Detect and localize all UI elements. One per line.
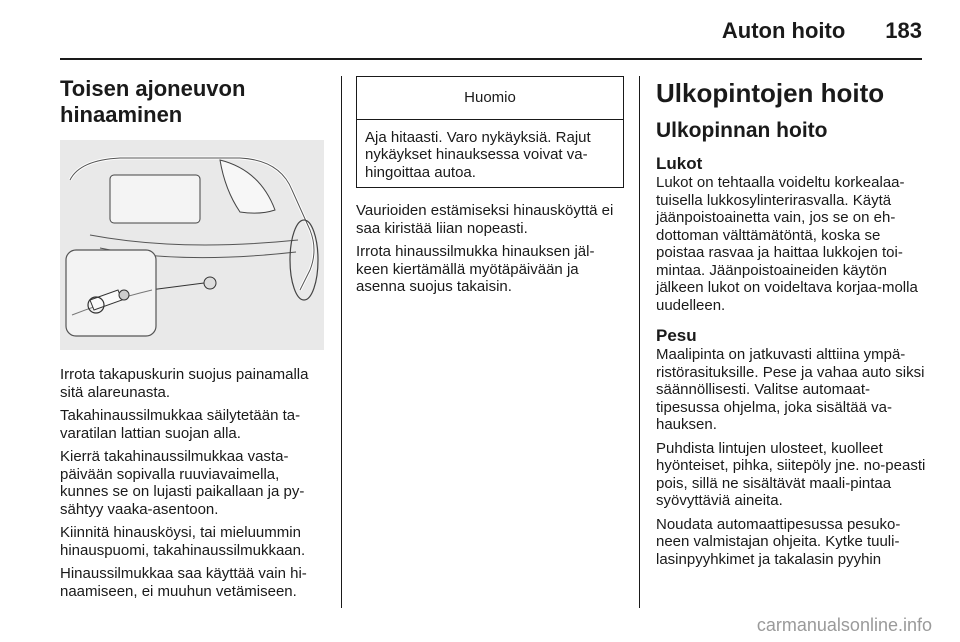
heading-wash: Pesu [656, 326, 697, 345]
paragraph: Takahinaussilmukkaa säilytetään ta-varatilan lattian suojan alla. [60, 407, 301, 442]
section-heading-towing: Toisen ajoneuvon hinaaminen [60, 76, 246, 127]
watermark: carmanualsonline.info [756, 615, 932, 635]
column-2 [356, 76, 624, 302]
bumper-illustration-icon [60, 140, 324, 350]
tow-eye-illustration [60, 140, 324, 350]
notice-body: Aja hitaasti. Varo nykäyksiä. Rajut nykäykset hinauksessa voivat va-hingoittaa autoa. [365, 128, 591, 181]
header-rule [60, 58, 922, 60]
notice-title: Huomio [357, 77, 623, 120]
page-header [722, 18, 922, 54]
subsection-title: Ulkopinnan hoito [656, 119, 828, 142]
paragraph: Kiinnitä hinausköysi, tai mieluummin hinauspuomi, takahinaussilmukkaan. [60, 524, 306, 559]
column-1 [60, 76, 328, 606]
paragraph: Lukot on tehtaalla voideltu korkealaa-tuisella lukkosylinterirasvalla. Käytä jäänpoistoainetta vain, jos se on eh-dottoman välttämätöntä, koska se poistaa rasvaa ja haittaa lukkojen toi-mintaa. Jäänpoistoaineiden käytön jälkeen lukot on voideltava korjaa-molla uudelleen. [656, 174, 918, 314]
paragraph: Vaurioiden estämiseksi hinausköyttä ei saa kiristää liian nopeasti. [356, 202, 614, 237]
paragraph: Maalipinta on jatkuvasti alttiina ympä-ristörasituksille. Pese ja vahaa auto siksi säännöllisesti. Valitse automaat-tipesussa ohjelma, joka sisältää va-hauksen. [656, 346, 925, 433]
paragraph: Kierrä takahinaussilmukkaa vasta-päivään sopivalla ruuviavaimella, kunnes se on lujasti paikallaan ja py-sähtyy vaaka-asentoon. [60, 448, 305, 518]
page-number: 183 [885, 18, 922, 43]
paragraph: Irrota takapuskurin suojus painamalla sitä alareunasta. [60, 366, 309, 401]
paragraph: Irrota hinaussilmukka hinauksen jäl-keen kiertämällä myötäpäivään ja asenna suojus takaisin. [356, 243, 595, 295]
paragraph: Noudata automaattipesussa pesuko-neen valmistajan ohjeita. Kytke tuuli-lasinpyyhkimet ja takalasin pyyhin [656, 515, 901, 568]
heading-locks: Lukot [656, 154, 703, 173]
column-3 [656, 76, 926, 574]
paragraph: Hinaussilmukkaa saa käyttää vain hi-naamiseen, ei muuhun vetämiseen. [60, 565, 307, 600]
chapter-title: Ulkopintojen hoito [656, 78, 885, 108]
paragraph: Puhdista lintujen ulosteet, kuolleet hyönteiset, pihka, siitepöly jne. no-peasti pois, sillä ne sisältävät maali-pintaa syövyttäviä aineita. [656, 439, 926, 509]
section-title: Auton hoito [721, 18, 846, 43]
column-divider-2 [639, 76, 640, 608]
column-divider-1 [341, 76, 342, 608]
notice-box [356, 76, 624, 188]
